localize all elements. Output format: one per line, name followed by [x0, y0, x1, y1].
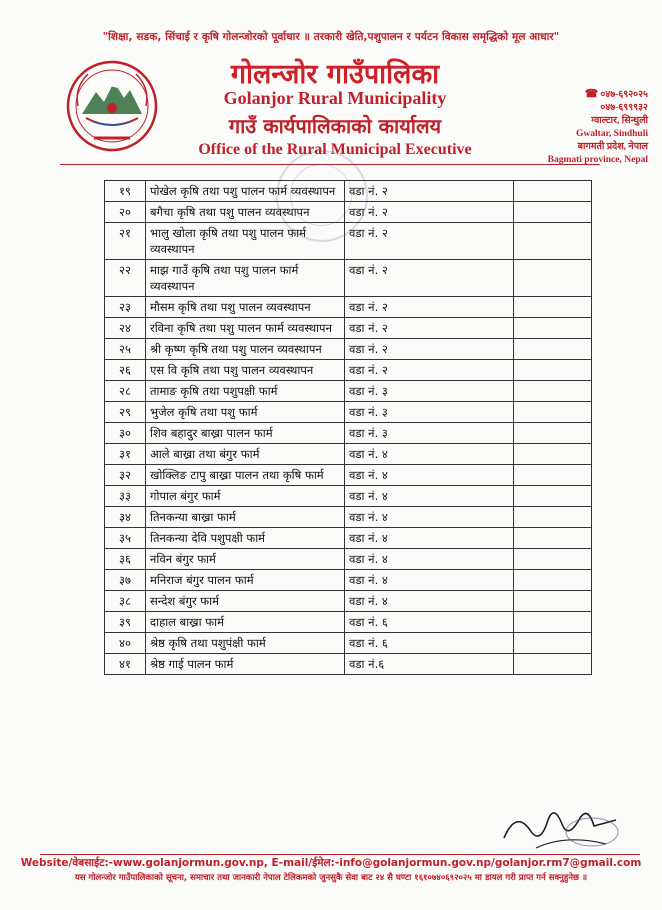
row-serial-number: २२ [105, 260, 146, 297]
row-ward-number: वडा नं. २ [345, 318, 514, 339]
row-farm-name: तिनकन्या बाख्रा फार्म [146, 507, 345, 528]
row-serial-number: ३० [105, 423, 146, 444]
row-farm-name: एस वि कृषि तथा पशु पालन व्यवस्थापन [146, 360, 345, 381]
row-blank-cell [514, 549, 592, 570]
table-row [105, 360, 592, 381]
row-farm-name: मनिराज बंगुर पालन फार्म [146, 570, 345, 591]
row-blank-cell [514, 181, 592, 202]
row-serial-number: ३३ [105, 486, 146, 507]
row-farm-name: खोक्लिङ टापु बाख्रा पालन तथा कृषि फार्म [146, 465, 345, 486]
table-row [105, 444, 592, 465]
row-farm-name: श्रेष्ठ कृषि तथा पशुपंक्षी फार्म [146, 633, 345, 654]
row-farm-name: आले बाख्रा तथा बंगुर फार्म [146, 444, 345, 465]
table-row [105, 570, 592, 591]
row-serial-number: २६ [105, 360, 146, 381]
header-slogan: "शिक्षा, सडक, सिंचाई र कृषि गोलन्जोरको पूर्वाधार ॥ तरकारी खेति,पशुपालन र पर्यटन विकास समृद्धिको मूल आधार" [102, 31, 560, 43]
row-ward-number: वडा नं. ४ [345, 528, 514, 549]
row-blank-cell [514, 260, 592, 297]
row-blank-cell [514, 633, 592, 654]
row-serial-number: २४ [105, 318, 146, 339]
table-row [105, 465, 592, 486]
table-row [105, 423, 592, 444]
row-blank-cell [514, 223, 592, 260]
office-title-nepali: गाउँ कार्यपालिकाको कार्यालय [228, 114, 442, 138]
table-row [105, 202, 592, 223]
row-ward-number: वडा नं. ३ [345, 402, 514, 423]
table-row [105, 339, 592, 360]
row-blank-cell [514, 360, 592, 381]
row-farm-name: पोखेल कृषि तथा पशु पालन फार्म व्यवस्थापन [146, 181, 345, 202]
row-farm-name: तामाङ कृषि तथा पशुपक्षी फार्म [146, 381, 345, 402]
table-row [105, 318, 592, 339]
row-serial-number: २१ [105, 223, 146, 260]
row-ward-number: वडा नं. ६ [345, 612, 514, 633]
row-serial-number: ३१ [105, 444, 146, 465]
row-blank-cell [514, 570, 592, 591]
row-blank-cell [514, 507, 592, 528]
office-title-english: Office of the Rural Municipal Executive [198, 141, 472, 158]
row-blank-cell [514, 486, 592, 507]
row-farm-name: श्रेष्ठ गाई पालन फार्म [146, 654, 345, 675]
row-ward-number: वडा नं. २ [345, 297, 514, 318]
row-farm-name: दाहाल बाख्रा फार्म [146, 612, 345, 633]
farm-list-table [104, 180, 592, 675]
row-ward-number: वडा नं. २ [345, 181, 514, 202]
row-farm-name: बगैचा कृषि तथा पशु पालन व्यवस्थापन [146, 202, 345, 223]
row-farm-name: गोपाल बंगुर फार्म [146, 486, 345, 507]
table-row [105, 528, 592, 549]
row-farm-name: नविन बंगुर फार्म [146, 549, 345, 570]
row-blank-cell [514, 318, 592, 339]
phone-line-1: ☎ ०४७-६९२०२५ [584, 88, 648, 100]
row-serial-number: ३४ [105, 507, 146, 528]
table-row [105, 402, 592, 423]
table-row [105, 612, 592, 633]
row-blank-cell [514, 381, 592, 402]
row-blank-cell [514, 465, 592, 486]
row-serial-number: ४० [105, 633, 146, 654]
row-farm-name: सन्देश बंगुर फार्म [146, 591, 345, 612]
row-ward-number: वडा नं. ४ [345, 444, 514, 465]
row-serial-number: ३५ [105, 528, 146, 549]
row-blank-cell [514, 654, 592, 675]
row-farm-name: भालु खोला कृषि तथा पशु पालन फार्म व्यवस्थापन [146, 223, 345, 260]
table-row [105, 260, 592, 297]
row-blank-cell [514, 444, 592, 465]
footer-divider [40, 854, 640, 855]
row-serial-number: २० [105, 202, 146, 223]
row-ward-number: वडा नं. २ [345, 360, 514, 381]
row-blank-cell [514, 202, 592, 223]
row-blank-cell [514, 591, 592, 612]
municipality-title-english: Golanjor Rural Municipality [223, 88, 447, 108]
footer-website-email: Website/वेबसाईट:-www.golanjormun.gov.np, E-mail/ईमेल:-info@golanjormun.gov.np/golanjor.rm7@gmail.com [20, 857, 642, 869]
contact-block [508, 88, 648, 167]
municipal-emblem-icon [64, 58, 160, 154]
row-blank-cell [514, 297, 592, 318]
table-row [105, 223, 592, 260]
row-ward-number: वडा नं.६ [345, 654, 514, 675]
row-ward-number: वडा नं. ४ [345, 549, 514, 570]
row-ward-number: वडा नं. ३ [345, 423, 514, 444]
row-farm-name: शिव बहादुर बाख्रा पालन फार्म [146, 423, 345, 444]
row-serial-number: ४१ [105, 654, 146, 675]
row-serial-number: २५ [105, 339, 146, 360]
row-blank-cell [514, 528, 592, 549]
row-ward-number: वडा नं. ६ [345, 633, 514, 654]
row-ward-number: वडा नं. ४ [345, 465, 514, 486]
row-ward-number: वडा नं. ४ [345, 486, 514, 507]
row-farm-name: माझ गाउँ कृषि तथा पशु पालन फार्म व्यवस्थापन [146, 260, 345, 297]
row-ward-number: वडा नं. ४ [345, 507, 514, 528]
row-ward-number: वडा नं. ४ [345, 591, 514, 612]
row-serial-number: ३९ [105, 612, 146, 633]
phone-line-2: ०४७-६९९९३२ [600, 103, 648, 113]
table-row [105, 486, 592, 507]
row-serial-number: २९ [105, 402, 146, 423]
row-blank-cell [514, 402, 592, 423]
footer-notice: यस गोलन्जोर गाउँपालिकाको सूचना, समाचार तथा जानकारी नेपाल टेलिकमको जुनसुकै सेवा बाट २४ सै घण्टा १६१०७४०६९२०२५ मा डायल गरी प्राप्त गर्न सक्नुहुनेछ ॥ [74, 873, 588, 883]
row-serial-number: ३७ [105, 570, 146, 591]
row-farm-name: रविना कृषि तथा पशु पालन फार्म व्यवस्थापन [146, 318, 345, 339]
row-blank-cell [514, 612, 592, 633]
row-farm-name: भुजेल कृषि तथा पशु फार्म [146, 402, 345, 423]
table-row [105, 654, 592, 675]
row-ward-number: वडा नं. ४ [345, 570, 514, 591]
province-english: Bagmati province, Nepal [547, 155, 648, 165]
table-row [105, 507, 592, 528]
table-row [105, 591, 592, 612]
table-row [105, 181, 592, 202]
row-serial-number: १९ [105, 181, 146, 202]
table-row [105, 297, 592, 318]
row-serial-number: २३ [105, 297, 146, 318]
address-nepali: ग्वाल्टार, सिन्धुली [591, 116, 648, 126]
phone-icon: ☎ [584, 88, 599, 100]
row-ward-number: वडा नं. ३ [345, 381, 514, 402]
row-ward-number: वडा नं. २ [345, 202, 514, 223]
signature-icon [496, 790, 626, 860]
row-ward-number: वडा नं. २ [345, 339, 514, 360]
row-blank-cell [514, 339, 592, 360]
row-ward-number: वडा नं. २ [345, 260, 514, 297]
row-serial-number: ३२ [105, 465, 146, 486]
municipality-title-nepali: गोलन्जोर गाउँपालिका [230, 59, 440, 90]
row-serial-number: २८ [105, 381, 146, 402]
row-farm-name: तिनकन्या देवि पशुपक्षी फार्म [146, 528, 345, 549]
row-serial-number: ३६ [105, 549, 146, 570]
row-ward-number: वडा नं. २ [345, 223, 514, 260]
table-row [105, 633, 592, 654]
row-farm-name: मौसम कृषि तथा पशु पालन व्यवस्थापन [146, 297, 345, 318]
table-row [105, 381, 592, 402]
province-nepali: बागमती प्रदेश, नेपाल [577, 142, 648, 152]
row-blank-cell [514, 423, 592, 444]
row-farm-name: श्री कृष्ण कृषि तथा पशु पालन व्यवस्थापन [146, 339, 345, 360]
table-row [105, 549, 592, 570]
row-serial-number: ३८ [105, 591, 146, 612]
address-english: Gwaltar, Sindhuli [576, 129, 648, 139]
